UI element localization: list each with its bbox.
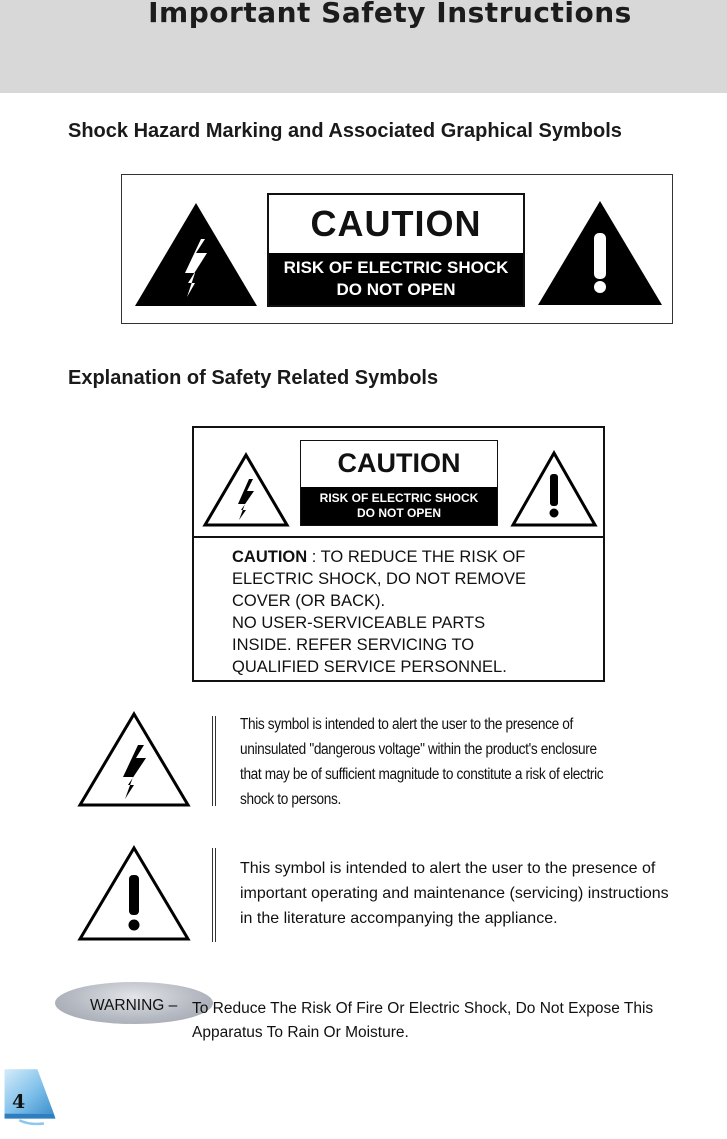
caution-statement — [232, 546, 602, 678]
caution-line: : TO REDUCE THE RISK OF — [307, 548, 526, 566]
caution-prefix: CAUTION — [232, 548, 308, 566]
caution-risk-bar — [269, 253, 523, 305]
explanation-heading: Explanation of Safety Related Symbols — [68, 367, 439, 389]
divider-line — [212, 716, 213, 806]
explanation-line: This symbol is intended to alert the user to the presence of — [240, 860, 656, 877]
page-header — [0, 0, 727, 93]
explanation-line: uninsulated "dangerous voltage" within the product's enclosure — [240, 741, 597, 758]
caution-panel — [192, 426, 605, 682]
warning-text — [192, 997, 722, 1045]
caution-open-line: DO NOT OPEN — [336, 280, 456, 299]
caution-line: NO USER-SERVICEABLE PARTS — [232, 614, 486, 632]
lightning-symbol-explanation — [240, 712, 662, 812]
divider-line — [215, 848, 216, 942]
divider-line — [215, 716, 216, 806]
explanation-line: shock to persons. — [240, 791, 341, 808]
explanation-line: important operating and maintenance (servicing) instructions — [240, 885, 669, 902]
shock-marking-heading: Shock Hazard Marking and Associated Graphical Symbols — [68, 120, 622, 142]
exclamation-warning-icon — [510, 450, 598, 528]
explanation-line: in the literature accompanying the appliance. — [240, 910, 558, 927]
caution-line: ELECTRIC SHOCK, DO NOT REMOVE — [232, 570, 526, 588]
exclamation-warning-icon — [536, 199, 664, 307]
caution-word: CAUTION — [310, 203, 482, 244]
caution-line: INSIDE. REFER SERVICING TO — [232, 636, 475, 654]
caution-risk-line: RISK OF ELECTRIC SHOCK — [283, 258, 509, 277]
explanation-line: This symbol is intended to alert the user to the presence of — [240, 716, 573, 733]
page-title: Important Safety Instructions — [148, 0, 632, 29]
divider-line — [212, 848, 213, 942]
caution-open-line: DO NOT OPEN — [356, 506, 441, 520]
caution-risk-line: RISK OF ELECTRIC SHOCK — [319, 491, 479, 505]
exclamation-symbol-explanation — [240, 856, 720, 931]
page-number: 4 — [12, 1091, 26, 1113]
lightning-warning-icon — [202, 452, 290, 528]
lightning-warning-icon — [77, 711, 191, 808]
warning-label: WARNING – — [90, 997, 178, 1014]
caution-risk-bar — [301, 487, 497, 525]
caution-word: CAUTION — [337, 448, 461, 478]
warning-line: Apparatus To Rain Or Moisture. — [192, 1024, 409, 1041]
caution-line: QUALIFIED SERVICE PERSONNEL. — [232, 658, 507, 676]
exclamation-warning-icon — [77, 845, 191, 942]
caution-line: COVER (OR BACK). — [232, 592, 386, 610]
warning-line: To Reduce The Risk Of Fire Or Electric Shock, Do Not Expose This — [192, 1000, 654, 1017]
explanation-line: that may be of sufficient magnitude to constitute a risk of electric — [240, 766, 604, 783]
panel-divider — [194, 536, 603, 538]
caution-label-small — [300, 440, 498, 526]
lightning-warning-icon — [133, 201, 259, 308]
page-tab-icon — [0, 1066, 60, 1126]
caution-label-large — [267, 193, 525, 307]
